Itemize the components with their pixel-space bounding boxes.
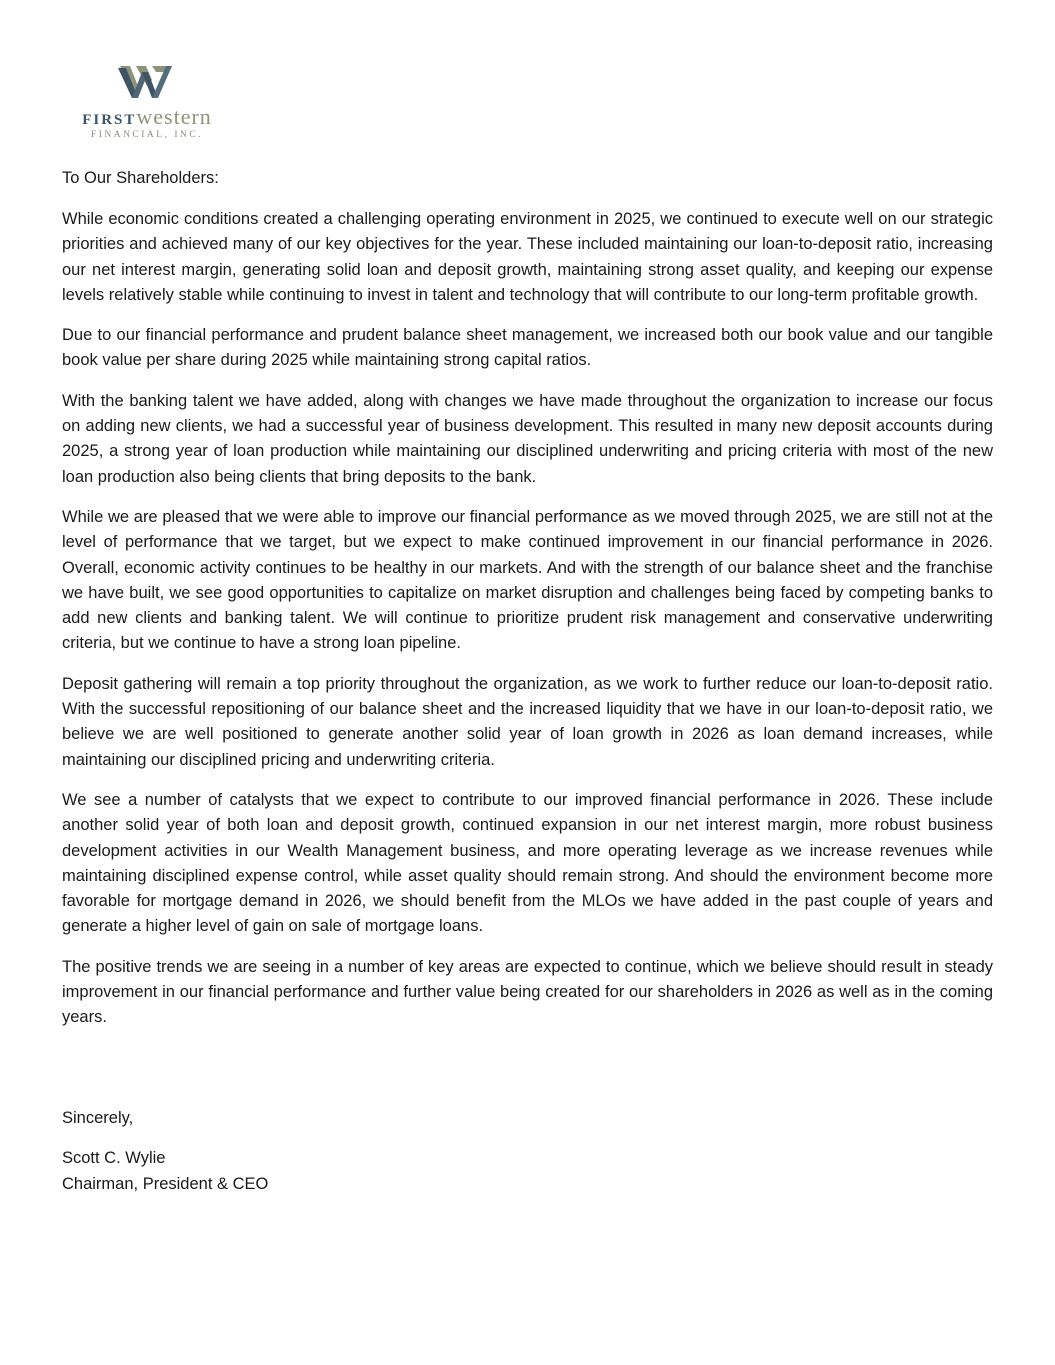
salutation: To Our Shareholders: — [62, 169, 219, 187]
signer-title: Chairman, President & CEO — [62, 1174, 269, 1193]
paragraph: We see a number of catalysts that we expect to contribute to our improved financial performance in 2026. These include another solid year of both loan and deposit growth, continued expansion in our net interest margin, more robust business development activities in our Wealth Management business, and more operating leverage as we increase revenues while maintaining disciplined expense control, while asset quality should remain strong. And should the environment become more favorable for mortgage demand in 2026, we should benefit from the MLOs we have added in the past couple of years and generate a higher level of gain on sale of mortgage loans. — [62, 790, 993, 936]
signer-name: Scott C. Wylie — [62, 1149, 166, 1167]
paragraph: While economic conditions created a challenging operating environment in 2025, we continued to execute well on our strategic priorities and achieved many of our key objectives for the year. These included maintaining our loan-to-deposit ratio, increasing our net interest margin, generating solid loan and deposit growth, maintaining strong asset quality, and keeping our expense levels relatively stable while continuing to invest in talent and technology that will contribute to our long-term profitable growth. — [62, 210, 993, 304]
paragraph: Due to our financial performance and prudent balance sheet management, we increased both our book value and our tangible book value per share during 2025 while maintaining strong capital ratios. — [62, 326, 993, 370]
paragraph: The positive trends we are seeing in a number of key areas are expected to continue, which we believe should result in steady improvement in our financial performance and further value being created for our shareholders in 2026 as well as in the coming years. — [62, 957, 993, 1027]
w-monogram-icon — [116, 64, 174, 100]
paragraph: Deposit gathering will remain a top priority throughout the organization, as we work to further reduce our loan-to-deposit ratio. With the successful repositioning of our balance sheet and the increased liquidity that we have in our loan-to-deposit ratio, we believe we are well positioned to generate another solid year of loan growth in 2026 as loan demand increases, while maintaining our disciplined pricing and underwriting criteria. — [62, 674, 993, 769]
closing: Sincerely, — [62, 1109, 134, 1127]
logo-wordmark — [62, 106, 232, 128]
logo-word-western: western — [136, 104, 212, 129]
logo-subtitle: FINANCIAL, INC. — [90, 130, 204, 140]
company-logo — [62, 62, 232, 146]
letter-body — [62, 207, 993, 1046]
logo-word-first: FIRST — [82, 112, 137, 128]
signature-block — [62, 1146, 268, 1197]
paragraph: While we are pleased that we were able to improve our financial performance as we moved through 2025, we are still not at the level of performance that we target, but we expect to make continued improvement in our financial performance in 2026. Overall, economic activity continues to be healthy in our markets. And with the strength of our balance sheet and the franchise we have built, we see good opportunities to capitalize on market disruption and challenges being faced by competing banks to add new clients and banking talent. We will continue to prioritize prudent risk management and conservative underwriting criteria, but we continue to have a strong loan pipeline. — [62, 507, 993, 653]
paragraph: With the banking talent we have added, along with changes we have made throughout the organization to increase our focus on adding new clients, we had a successful year of business development. This resulted in many new deposit accounts during 2025, a strong year of loan production while maintaining our disciplined underwriting and pricing criteria with most of the new loan production also being clients that bring deposits to the bank. — [62, 391, 993, 486]
